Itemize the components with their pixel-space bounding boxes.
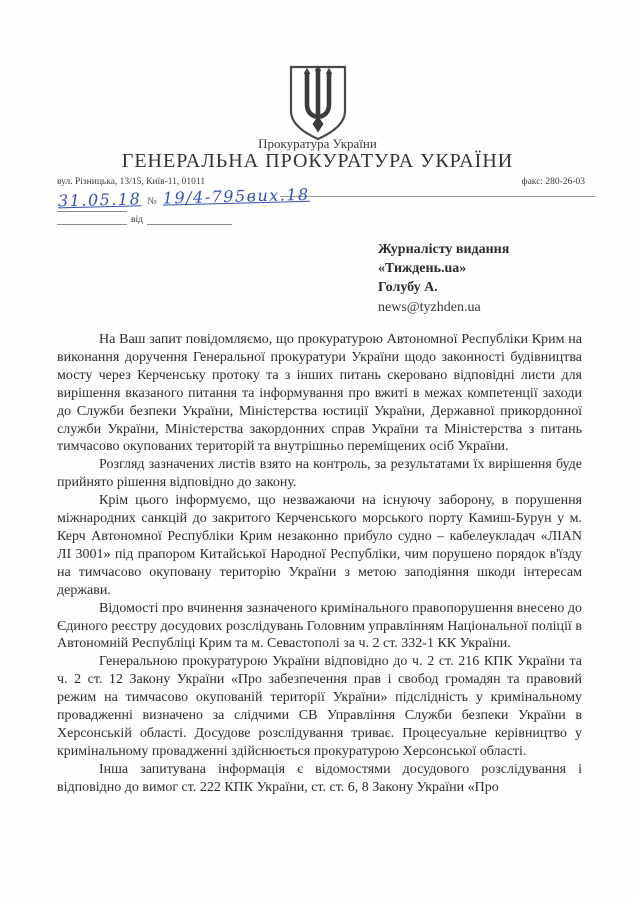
recipient-line: Голубу А. xyxy=(378,280,438,296)
recipient-line: Журналісту видання xyxy=(378,242,510,257)
number-sign: № xyxy=(147,195,158,208)
recipient-line: «Тиждень.ua» xyxy=(378,261,467,277)
blank-line xyxy=(147,214,232,225)
body-paragraph: Інша запитувана інформація є відомостями досудового розслідування і відповідно до вимог ст. 222 КПК України, ст. ст. 6, 8 Закону України «Про xyxy=(57,761,582,795)
outgoing-ref-handwritten xyxy=(58,185,318,212)
reference-from-row xyxy=(57,214,232,225)
blank-line xyxy=(57,214,127,225)
fax-line: факс: 280-26-03 xyxy=(521,177,585,187)
handwritten-date: 31.05.18 xyxy=(57,189,142,211)
coat-of-arms-icon xyxy=(286,64,350,142)
recipient-block xyxy=(378,240,588,317)
body-paragraph: Розгляд зазначених листів взято на контроль, за результатами їх вирішення буде прийнято рішення відповідно до закону. xyxy=(57,457,582,491)
org-name-large: ГЕНЕРАЛЬНА ПРОКУРАТУРА УКРАЇНИ xyxy=(121,150,514,172)
letter-body xyxy=(57,331,582,797)
body-paragraph: Генеральною прокуратурою України відповідно до ч. 2 ст. 216 КПК України та ч. 2 ст. 12 Закону України «Про забезпечення прав і свобод громадян та правовий режим на тимчасово окупованій території України» підслідність у кримінальному провадженні визначено за слідчими СВ Управління Служби безпеки України в Херсонській області. Досудове розслідування триває. Процесуальне керівництво у кримінальному провадженні здійснюється прокуратурою Херсонської області. xyxy=(57,654,582,759)
address-row xyxy=(57,177,585,187)
date-blank-line xyxy=(57,211,127,212)
body-paragraph: На Ваш запит повідомляємо, що прокуратурою Автономної Республіки Крим на виконання доручення Генеральної прокуратури України щодо законності будівництва мосту через Керченську протоку та з інших питань скеровано відповідні листи для вирішення вказаного питання та інформування про вжиті в межах компетенції заходи до Служби безпеки України, Міністерства юстиції України, Державної прикордонної служби України, Міністерства закордонних справ України та Міністерства з питань тимчасово окупованих територій та внутрішньо переміщених осіб України. xyxy=(57,332,582,455)
address-line: вул. Різницька, 13/15, Київ-11, 01011 xyxy=(57,177,206,187)
body-paragraph: Крім цього інформуємо, що незважаючи на існуючу заборону, в порушення міжнародних санкцій до закритого Керченського морського порту Камиш-Бурун у м. Керч Автономної Республіки Крим незаконно прибуло судно – кабелеукладач «ЛІAN ЛІ 3001» під прапором Китайської Народної Республіки, чим порушено порядок в'їзду на тимчасово окуповану територію України з метою заподіяння шкоди інтересам держави. xyxy=(57,493,582,598)
recipient-email: news@tyzhden.ua xyxy=(378,299,481,315)
handwritten-number: 19/4-795вих.18 xyxy=(162,184,310,208)
org-name-small: Прокуратура України xyxy=(258,136,377,151)
body-paragraph: Відомості про вчинення зазначеного кримінального правопорушення внесено до Єдиного реєстру досудових розслідувань Головним управлінням Національної поліції в Автономній Республіці Крим та м. Севастополі за ч. 2 ст. 332-1 КК України. xyxy=(57,600,582,652)
letterhead-rule xyxy=(280,196,595,197)
from-label: від xyxy=(131,215,143,225)
